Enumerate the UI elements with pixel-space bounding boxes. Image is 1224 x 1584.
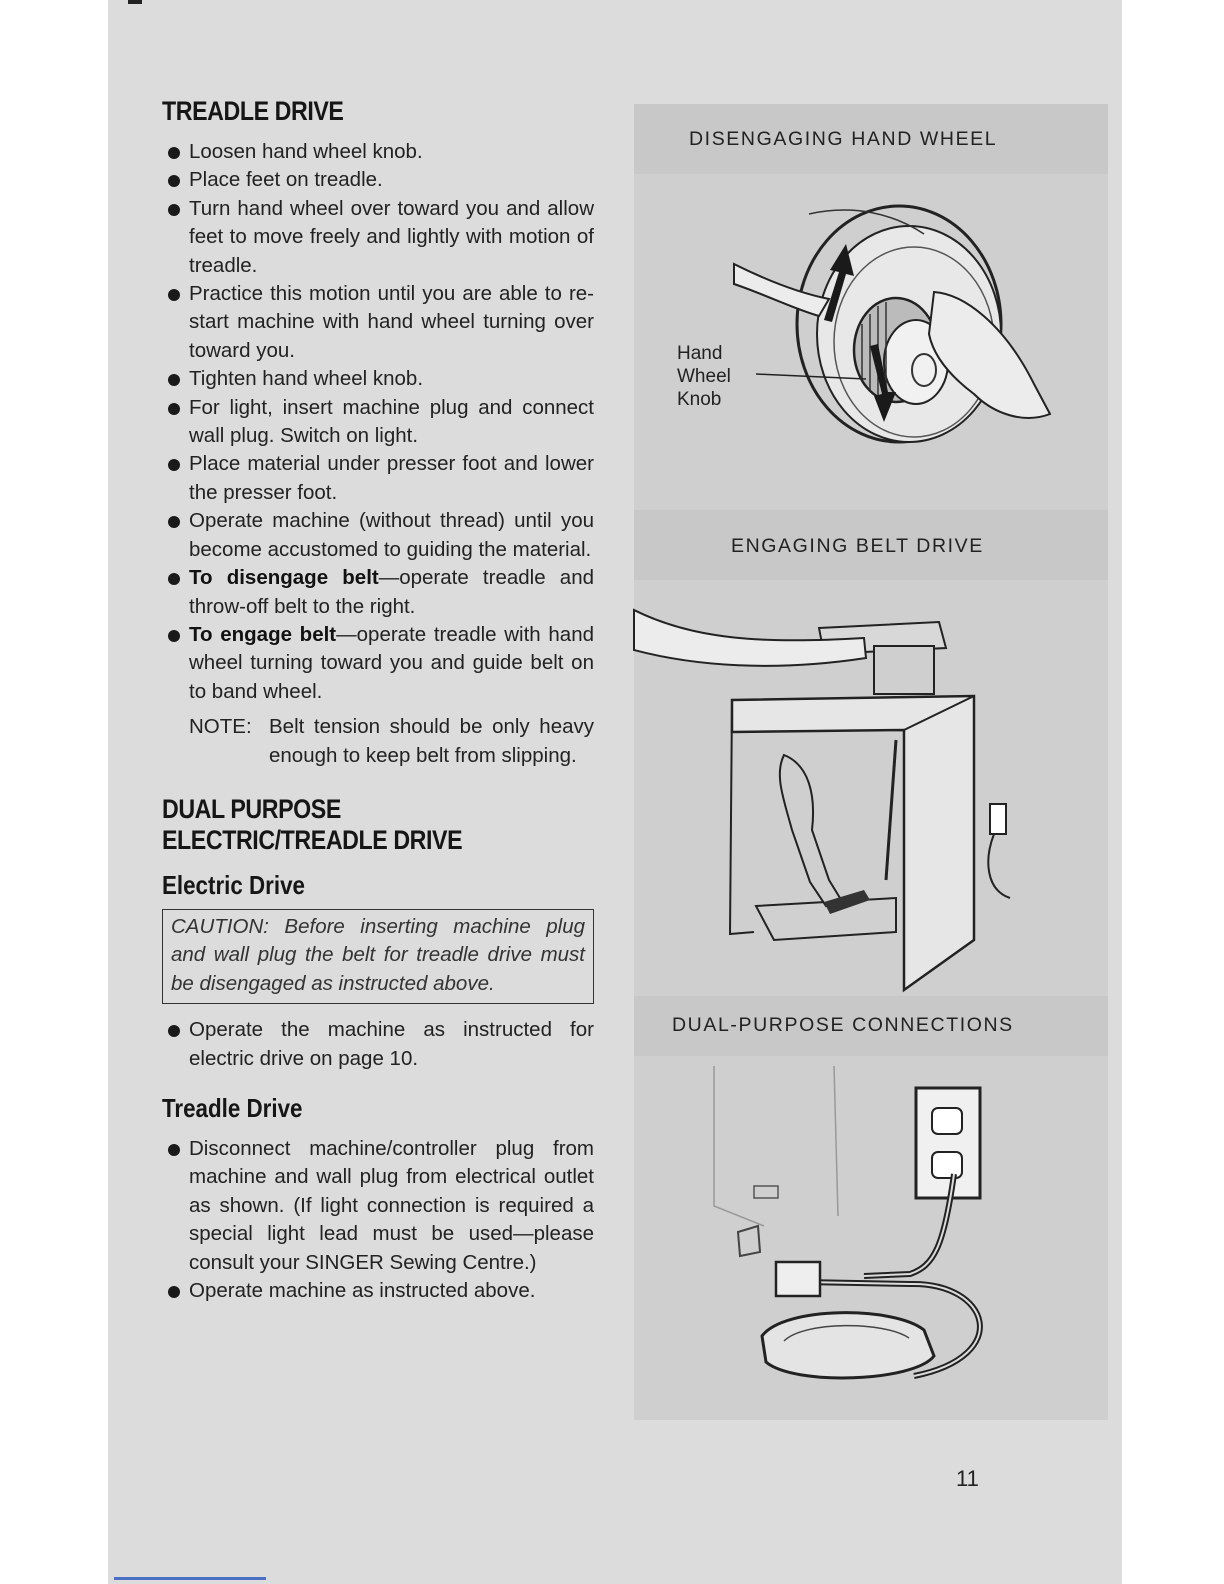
plug-connections-illustration bbox=[634, 1056, 1108, 1420]
list-item-text: Place material under presser foot and lower the presser foot. bbox=[189, 452, 594, 504]
list-item bbox=[162, 280, 594, 365]
treadle-drive-subheading: Treadle Drive bbox=[162, 1092, 303, 1123]
dual-purpose-heading-line1: DUAL PURPOSE bbox=[162, 793, 341, 824]
scan-edge-mark bbox=[128, 0, 142, 4]
hand-wheel-knob-label bbox=[677, 342, 731, 411]
caution-box: CAUTION: Before inserting machine plug and wall plug the belt for treadle drive must be disengaged as instructed above. bbox=[162, 909, 594, 1004]
list-item: Operate the machine as instructed for electric drive on page 10. bbox=[162, 1016, 594, 1073]
scan-edge-line bbox=[114, 1577, 266, 1580]
label-knob: Knob bbox=[677, 389, 722, 410]
connections-caption: DUAL-PURPOSE CONNECTIONS bbox=[672, 1014, 1014, 1036]
page-number: 11 bbox=[956, 1466, 979, 1491]
electric-drive-steps bbox=[162, 1016, 594, 1073]
list-item: Disconnect machine/controller plug from machine and wall plug from electrical outlet as shown. (If light connection is required a special light lead must be used—please consult your SINGER Sewing Centre.) bbox=[162, 1135, 594, 1277]
list-item bbox=[162, 365, 594, 393]
list-item-text: —operate treadle and throw-off belt to the right. bbox=[189, 566, 594, 618]
treadle-drive-dual-steps bbox=[162, 1135, 594, 1305]
bold-lead-in: To disengage belt bbox=[189, 566, 379, 590]
electric-drive-heading: Electric Drive bbox=[162, 869, 305, 900]
list-item bbox=[162, 166, 594, 194]
label-wheel: Wheel bbox=[677, 366, 731, 387]
treadle-cabinet-illustration bbox=[634, 580, 1108, 996]
list-item-text: Turn hand wheel over toward you and allow feet to move freely and lightly with motion of treadle. bbox=[189, 196, 594, 277]
list-item bbox=[162, 564, 594, 621]
disengaging-caption: DISENGAGING HAND WHEEL bbox=[689, 128, 998, 150]
bold-lead-in: To engage belt bbox=[189, 622, 337, 646]
connections-illustration-panel bbox=[634, 1056, 1108, 1420]
list-item-text: Practice this motion until you are able to re-start machine with hand wheel turning over toward you. bbox=[189, 282, 594, 362]
treadle-drive-steps bbox=[162, 138, 594, 706]
belt-tension-note bbox=[162, 713, 594, 770]
list-item-text: Tighten hand wheel knob. bbox=[189, 367, 424, 391]
dual-purpose-heading-line2: ELECTRIC/TREADLE DRIVE bbox=[162, 824, 463, 855]
left-column bbox=[162, 96, 594, 1305]
list-item bbox=[162, 621, 594, 706]
list-item-text: —operate treadle with hand wheel turning toward you and guide belt on to band wheel. bbox=[189, 622, 594, 703]
list-item bbox=[162, 450, 594, 507]
label-hand: Hand bbox=[677, 343, 723, 364]
list-item bbox=[162, 138, 594, 166]
list-item bbox=[162, 507, 594, 564]
list-item bbox=[162, 195, 594, 280]
list-item bbox=[162, 394, 594, 451]
list-item: Operate machine as instructed above. bbox=[162, 1277, 594, 1305]
list-item-text: Operate machine (without thread) until you become accustomed to guiding the material. bbox=[189, 509, 594, 561]
treadle-drive-heading: TREADLE DRIVE bbox=[162, 96, 344, 126]
note-label: NOTE: bbox=[189, 715, 252, 739]
list-item-text: For light, insert machine plug and connect wall plug. Switch on light. bbox=[189, 395, 594, 448]
list-item-text: Loosen hand wheel knob. bbox=[189, 140, 423, 163]
belt-drive-illustration-panel bbox=[634, 580, 1108, 996]
list-item-text: Place feet on treadle. bbox=[189, 168, 383, 192]
note-text: Belt tension should be only heavy enough to keep belt from slipping. bbox=[269, 715, 594, 767]
engaging-caption: ENGAGING BELT DRIVE bbox=[731, 535, 984, 557]
